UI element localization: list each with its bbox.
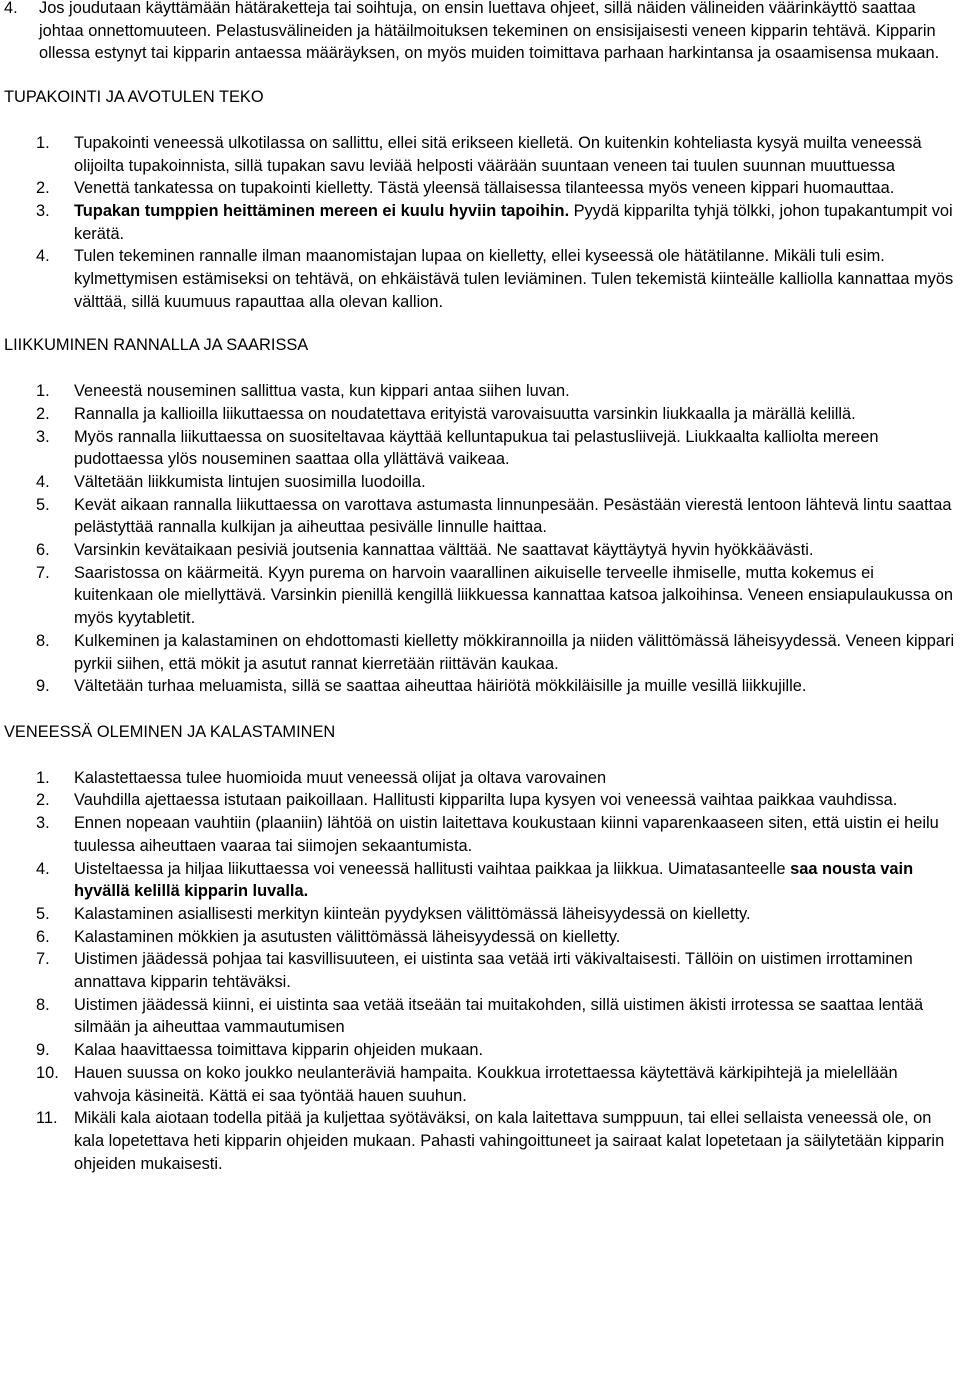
list-item (4, 403, 956, 426)
section-heading-tupakointi: TUPAKOINTI JA AVOTULEN TEKO (4, 88, 264, 107)
item-number: 7. (36, 950, 50, 969)
section-heading-veneessa: VENEESSÄ OLEMINEN JA KALASTAMINEN (4, 722, 336, 741)
list-item (4, 380, 956, 403)
item-number: 6. (36, 541, 50, 560)
list-item (4, 200, 956, 245)
item-text: Mikäli kala aiotaan todella pitää ja kuljettaa syötäväksi, on kala laitettava sumppuun, tai ellei sellaista veneessä ole, on kala lopetettava heti kipparin ohjeiden mukaan. Pahasti vahingoittuneet ja sairaat kalat lopetetaan ja säilytetään kipparin ohjeiden mukaisesti. (74, 1109, 945, 1173)
item-bold-text: Tupakan tumppien heittäminen mereen ei kuulu hyviin tapoihin. (74, 201, 570, 220)
list-item (4, 630, 956, 675)
tupakointi-list (4, 132, 956, 314)
list-item (4, 132, 956, 177)
item-text: Hauen suussa on koko joukko neulanteräviä hampaita. Koukkua irrotettaessa käytettävä kärkipihtejä ja mielellään vahvoja käsineitä. Kättä ei saa työntää hauen suuhun. (74, 1063, 898, 1105)
item-text: Vältetään turhaa meluamista, sillä se saattaa aiheuttaa häiriötä mökkiläisille ja muille vesillä liikkujille. (74, 677, 807, 696)
item-number: 3. (36, 814, 50, 833)
item-number: 5. (36, 495, 50, 514)
item-number: 11. (36, 1109, 58, 1128)
list-item (4, 812, 956, 857)
list-item (4, 994, 956, 1039)
item-text: Vältetään liikkumista lintujen suosimilla luodoilla. (74, 472, 426, 491)
item-text: Uistimen jäädessä kiinni, ei uistinta saa vetää itseään tai muitakohden, sillä uistimen äkisti irrotessa se saattaa lentää silmään ja aiheuttaa vammautumisen (74, 995, 924, 1037)
item-text: Kevät aikaan rannalla liikuttaessa on varottava astumasta linnunpesään. Pesästään vierestä lentoon lähtevä lintu saattaa pelästyttää rannalla kulkijan ja aiheuttaa pesivälle linnulle haittaa. (74, 495, 952, 537)
list-item (4, 426, 956, 471)
list-item (4, 789, 956, 812)
list-item (4, 858, 956, 903)
list-item (4, 675, 956, 698)
list-item (4, 494, 956, 539)
item-number: 7. (36, 563, 50, 582)
item-number: 2. (36, 404, 50, 423)
item-number: 1. (36, 382, 50, 401)
item-text: Myös rannalla liikuttaessa on suositeltavaa käyttää kelluntapukua tai pelastusliivejä. Liukkaalta kalliolta mereen pudottaessa ylös nouseminen saattaa olla yllättävä vaikeaa. (74, 427, 879, 469)
item-bold-text: saa nousta vain hyvällä kelillä kipparin luvalla. (74, 859, 914, 901)
list-item (4, 471, 956, 494)
item-text: Ennen nopeaan vauhtiin (plaaniin) lähtöä on uistin laitettava koukustaan kiinni vaparenkaaseen siten, että uistin ei heilu tuulessa aiheuttaen vaaraa tai siimojen sekaantumista. (74, 814, 939, 855)
item-text: Kalastaminen asiallisesti merkityn kiinteän pyydyksen välittömässä läheisyydessä on kielletty. (74, 904, 751, 923)
item-text: Kalaa haavittaessa toimittava kipparin ohjeiden mukaan. (74, 1041, 484, 1060)
list-item (4, 767, 956, 790)
item-text: Tulen tekeminen rannalle ilman maanomistajan lupaa on kielletty, ellei kyseessä ole hätätilanne. Mikäli tuli esim. kylmettymisen estämiseksi on tehtävä, on ehkäistävä tulen leviäminen. Tulen tekemistä kiinteälle kalliolla kannattaa myös välttää, sillä kuumuus rapauttaa alla olevan kallion. (74, 247, 954, 311)
list-item (4, 562, 956, 630)
section-heading-liikkuminen: LIIKKUMINEN RANNALLA JA SAARISSA (4, 336, 309, 355)
item-text: Saaristossa on käärmeitä. Kyyn purema on harvoin vaarallinen aikuiselle terveelle ihmiselle, mutta kokemus ei kuitenkaan ole miellyttävä. Varsinkin pienillä kengillä liikkuessa kannattaa katsoa jalkoihinsa. Veneen ensiapulaukussa on myös kyytabletit. (74, 563, 953, 628)
item-number: 3. (36, 201, 50, 220)
item-number: 2. (36, 791, 50, 810)
list-item (4, 926, 956, 949)
document-page (4, 0, 956, 1175)
item-text: Uistimen jäädessä pohjaa tai kasvillisuuteen, ei uistinta saa vetää irti väkivaltaisesti. Tällöin on uistimen irrottaminen annattava kipparin tehtäväksi. (74, 950, 913, 992)
intro-list (4, 0, 956, 65)
item-text: Venettä tankatessa on tupakointi kielletty. Tästä yleensä tällaisessa tilanteessa myös veneen kippari huomauttaa. (74, 179, 895, 198)
veneessa-list (4, 767, 956, 1176)
item-number: 4. (36, 859, 50, 878)
item-text: Kalastettaessa tulee huomioida muut veneessä olijat ja oltava varovainen (74, 768, 607, 787)
item-text: Vauhdilla ajettaessa istutaan paikoillaan. Hallitusti kipparilta lupa kysyen voi veneessä vaihtaa paikkaa vauhdissa. (74, 791, 898, 810)
item-text: Tupakointi veneessä ulkotilassa on sallittu, ellei sitä erikseen kielletä. On kuitenkin kohteliasta kysyä muilta veneessä olijoilta tupakoinnista, sillä tupakan savu leviää helposti väärään suuntaan veneen tai tuulen suunnan muuttuessa (74, 133, 922, 175)
list-item (4, 1039, 956, 1062)
item-number: 4. (36, 472, 50, 491)
item-number: 2. (36, 179, 50, 198)
item-number: 9. (36, 1041, 50, 1060)
item-text: Veneestä nouseminen sallittua vasta, kun kippari antaa siihen luvan. (74, 382, 570, 401)
item-text: Pyydä kipparilta tyhjä tölkki, johon tupakantumpit voi kerätä. (74, 201, 953, 243)
list-item (4, 1107, 956, 1175)
list-item (4, 0, 956, 65)
item-number: 3. (36, 427, 50, 446)
list-item (4, 948, 956, 993)
item-number: 4. (36, 247, 50, 266)
list-item (4, 1062, 956, 1107)
item-number: 6. (36, 927, 50, 946)
item-number: 5. (36, 904, 50, 923)
item-number: 8. (36, 631, 50, 650)
item-text: Uisteltaessa ja hiljaa liikuttaessa voi veneessä hallitusti vaihtaa paikkaa ja liikkua. Uimatasanteelle (74, 859, 791, 878)
item-number: 1. (36, 133, 50, 152)
item-number: 1. (36, 768, 50, 787)
list-item (4, 177, 956, 200)
item-number: 4. (4, 0, 18, 17)
list-item (4, 903, 956, 926)
item-text: Kulkeminen ja kalastaminen on ehdottomasti kielletty mökkirannoilla ja niiden välittömässä läheisyydessä. Veneen kippari pyrkii siihen, että mökit ja asutut rannat kierretään riittävän kaukaa. (74, 631, 955, 673)
item-text: Varsinkin kevätaikaan pesiviä joutsenia kannattaa välttää. Ne saattavat käyttäytyä hyvin hyökkäävästi. (74, 541, 814, 560)
item-text: Jos joudutaan käyttämään hätäraketteja tai soihtuja, on ensin luettava ohjeet, sillä näiden välineiden väärinkäyttö saattaa johtaa onnettomuuteen. Pelastusvälineiden ja hätäilmoituksen tekeminen on ensisijaisesti veneen kipparin tehtävä. Kipparin ollessa estynyt tai kipparin antaessa määräyksen, on myös muiden toimittava parhaan harkintansa ja osaamisensa mukaan. (39, 0, 940, 63)
list-item (4, 539, 956, 562)
item-number: 9. (36, 677, 50, 696)
item-text: Kalastaminen mökkien ja asutusten välittömässä läheisyydessä on kielletty. (74, 927, 621, 946)
list-item (4, 245, 956, 313)
item-number: 10. (36, 1063, 59, 1082)
item-number: 8. (36, 995, 50, 1014)
liikkuminen-list (4, 380, 956, 698)
item-text: Rannalla ja kallioilla liikuttaessa on noudatettava erityistä varovaisuutta varsinkin liukkaalla ja märällä kelillä. (74, 404, 856, 423)
